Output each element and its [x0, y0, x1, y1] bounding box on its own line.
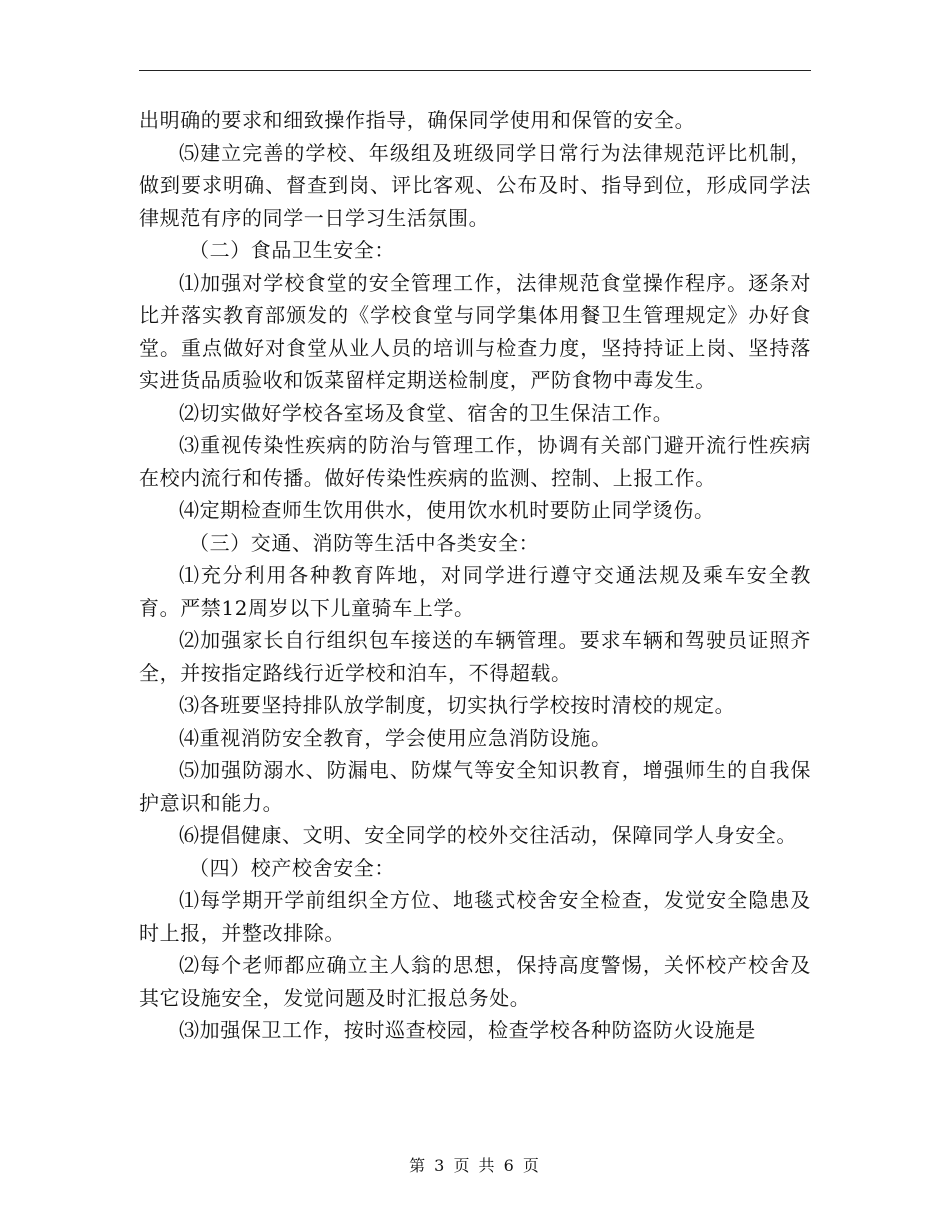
section-heading: （二）食品卫生安全：: [189, 238, 395, 262]
paragraph-item: ⑶各班要坚持排队放学制度，切实执行学校按时清校的规定。: [179, 693, 736, 717]
paragraph-item: ⑵每个老师都应确立主人翁的思想，保持高度警惕，关怀校产校舍及其它设施安全，发觉问题及时汇报总务处。: [139, 953, 811, 1010]
paragraph-item: ⑵加强家长自行组织包车接送的车辆管理。要求车辆和驾驶员证照齐全，并按指定路线行近学校和泊车，不得超载。: [139, 628, 811, 685]
paragraph-item: ⑶重视传染性疾病的防治与管理工作，协调有关部门避开流行性疾病在校内流行和传播。做好传染性疾病的监测、控制、上报工作。: [139, 433, 811, 490]
document-body: [139, 104, 811, 1047]
page-number-footer: 第 3 页 共 6 页: [409, 1156, 541, 1175]
paragraph-item: ⑸建立完善的学校、年级组及班级同学日常行为法律规范评比机制，做到要求明确、督查到岗、评比客观、公布及时、指导到位，形成同学法律规范有序的同学一日学习生活氛围。: [139, 140, 811, 230]
paragraph-item: ⑸加强防溺水、防漏电、防煤气等安全知识教育，增强师生的自我保护意识和能力。: [139, 758, 811, 815]
paragraph-item: ⑴充分利用各种教育阵地，对同学进行遵守交通法规及乘车安全教育。严禁12周岁以下儿童骑车上学。: [139, 563, 811, 620]
paragraph-item: ⑷定期检查师生饮用供水，使用饮水机时要防止同学烫伤。: [179, 498, 715, 522]
paragraph-item: ⑹提倡健康、文明、安全同学的校外交往活动，保障同学人身安全。: [179, 823, 797, 847]
section-heading: （四）校产校舍安全：: [189, 855, 395, 880]
header-rule: [139, 70, 811, 71]
paragraph-item: ⑷重视消防安全教育，学会使用应急消防设施。: [179, 725, 612, 750]
paragraph-item: ⑶加强保卫工作，按时巡查校园，检查学校各种防盗防火设施是: [179, 1018, 756, 1042]
paragraph-continuation: 出明确的要求和细致操作指导，确保同学使用和保管的安全。: [139, 108, 696, 132]
paragraph-item: ⑴每学期开学前组织全方位、地毯式校舍安全检查，发觉安全隐患及时上报，并整改排除。: [139, 888, 811, 945]
paragraph-item: ⑴加强对学校食堂的安全管理工作，法律规范食堂操作程序。逐条对比并落实教育部颁发的《学校食堂与同学集体用餐卫生管理规定》办好食堂。重点做好对食堂从业人员的培训与检查力度，坚持持证上岗、坚持落实进货品质验收和饭菜留样定期送检制度，严防食物中毒发生。: [139, 270, 811, 392]
paragraph-item: ⑵切实做好学校各室场及食堂、宿舍的卫生保洁工作。: [179, 400, 674, 425]
section-heading: （三）交通、消防等生活中各类安全：: [189, 530, 540, 555]
